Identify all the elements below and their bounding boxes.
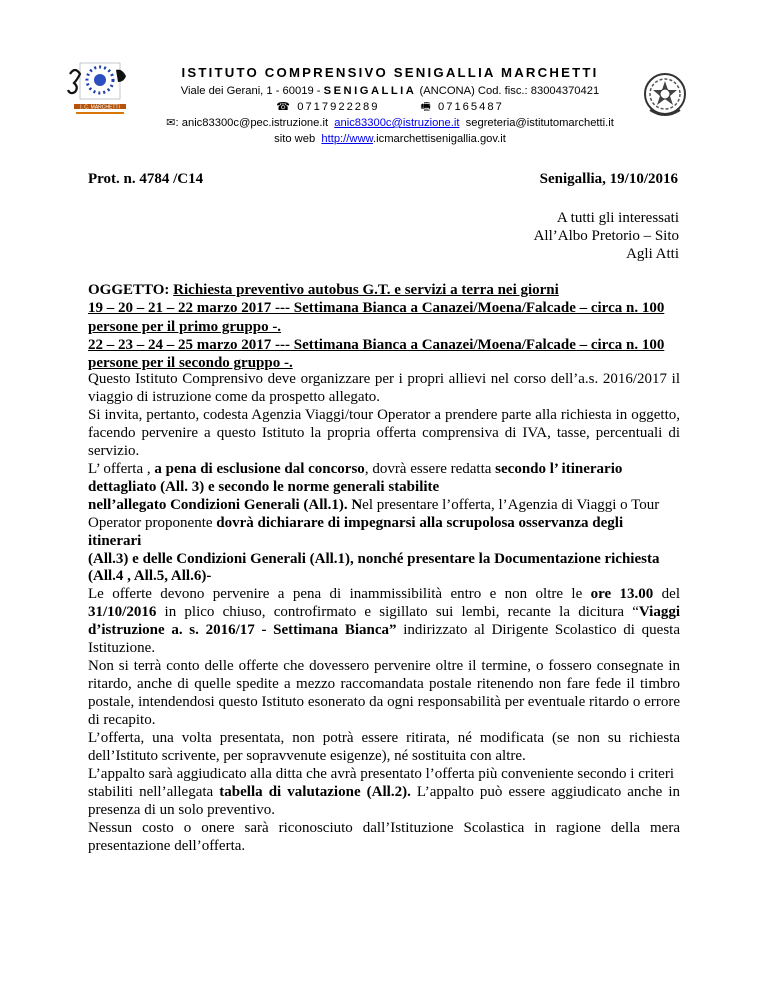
subject-line: Richiesta preventivo autobus G.T. e servizi a terra nei giorni (173, 282, 559, 298)
text-span: L’appalto può essere aggiudicato anche in presenza di un solo preventivo. (88, 783, 680, 818)
text-span: indirizzato al Dirigente Scolastico di questa Istituzione. (88, 622, 680, 657)
text-bold: 31/10/2016 (88, 604, 157, 621)
place-date: Senigallia, 19/10/2016 (539, 171, 678, 187)
protocol-number: Prot. n. 4784 /C14 (88, 171, 204, 187)
website-line (130, 132, 650, 146)
text-bold: tabella di valutazione (All.2). (219, 783, 411, 800)
website-link[interactable]: http://www (321, 133, 373, 145)
paragraph (88, 461, 680, 587)
institute-address (130, 84, 650, 98)
fax-icon: 🖷 (420, 101, 433, 113)
text-bold: a pena di esclusione dal concorso (150, 460, 365, 477)
paragraph: Nessun costo o onere sarà riconosciuto dall’Istituzione Scolastica in ragione della mera presentazione dell’offerta. (88, 819, 680, 854)
text-span: , dovrà essere redatta (364, 460, 496, 477)
text-span: L’ offerta , (88, 460, 151, 477)
text-span: del (653, 586, 680, 603)
text-span: Operator proponente (88, 514, 217, 531)
main-email-link[interactable]: anic83300c@istruzione.it (334, 117, 460, 129)
text-bold: secondo l’ itinerario (495, 460, 623, 477)
paragraph: Non si terrà conto delle offerte che dovessero pervenire oltre il termine, o fossero consegnate in ritardo, anche di quelle spedite a mezzo raccomandata postale ritenendo non fare fede il timbro postale, intendendosi questo Istituto esonerato da ogni responsabilità per eventuale ritardo o errore di recapito. (88, 658, 680, 729)
text-bold: Viaggi d’istruzione a. s. 2016/17 - Settimana Bianca” (88, 604, 680, 639)
envelope-icon: ✉ (166, 117, 176, 129)
phone-fax-line (130, 100, 650, 114)
subject-block (88, 281, 680, 372)
text-bold: dovrà dichiarare di impegnarsi alla scrupolosa osservanza degli itinerari (88, 514, 624, 549)
address-fiscal-code: (ANCONA) Cod. fisc.: 83004370421 (416, 85, 600, 97)
secretary-email: segreteria@istitutomarchetti.it (465, 117, 614, 129)
subject-line: 19 – 20 – 21 – 22 marzo 2017 --- Settimana Bianca a Canazei/Moena/Falcade – circa n. 100 persone per il primo gruppo -. (88, 300, 665, 335)
school-logo-icon (66, 60, 132, 120)
fax-number: 07165487 (438, 101, 504, 113)
text-bold: (All.3) e delle Condizioni Generali (All.1), nonché presentare la Documentazione richiesta (All.4 , All.5, All.6)- (88, 550, 660, 585)
text-span: Le offerte devono pervenire a pena di inammissibilità entro e non oltre le (88, 586, 591, 603)
text-bold: ore 13.00 (590, 586, 654, 603)
text-span: stabiliti nell’allegata (88, 783, 220, 800)
subject-label: OGGETTO: (88, 282, 170, 298)
paragraph: Si invita, pertanto, codesta Agenzia Viaggi/tour Operator a prendere parte alla richiesta in oggetto, facendo pervenire a questo Istituto la propria offerta comprensiva di IVA, tasse, percentuali di servizio. (88, 406, 680, 459)
website-domain: .icmarchettisenigallia.gov.it (373, 133, 506, 145)
recipient-line: A tutti gli interessati (556, 210, 679, 226)
subject-line: 22 – 23 – 24 – 25 marzo 2017 --- Settimana Bianca a Canazei/Moena/Falcade – circa n. 100 persone per il secondo gruppo -. (88, 336, 665, 372)
address-street: Viale dei Gerani, 1 - 60019 - (180, 85, 324, 97)
paragraph: L’offerta, una volta presentata, non potrà essere ritirata, né modificata (se non su richiesta dell’Istituto scrivente, per sopravvenute esigenze), né sostituita con altre. (88, 730, 680, 765)
paragraph (88, 586, 680, 658)
text-span: in plico chiuso, controfirmato e sigillato sui lembi, recante la dicitura “ (156, 604, 639, 621)
text-span: el presentare l’offerta, l’Agenzia di Viaggi o Tour (362, 496, 660, 513)
paragraph: Questo Istituto Comprensivo deve organizzare per i propri allievi nel corso dell’a.s. 2016/2017 il viaggio di istruzione come da prospetto allegato. (88, 371, 680, 405)
paragraph (88, 766, 680, 820)
phone-number: 0717922289 (297, 101, 380, 113)
pec-email: anic83300c@pec.istruzione.it (181, 117, 329, 129)
text-bold: nell’allegato Condizioni Generali (All.1). N (88, 496, 363, 513)
logo-text: I. C. MARCHETTI (80, 104, 120, 111)
website-label: sito web (274, 133, 316, 145)
text-bold: dettagliato (All. 3) e secondo le norme generali stabilite (88, 478, 440, 495)
recipient-line: All’Albo Pretorio – Sito (533, 228, 679, 244)
address-city: SENIGALLIA (323, 85, 417, 97)
telephone-icon: ☎ (276, 101, 293, 113)
email-line: ✉: anic83300c@pec.istruzione.it anic83300c@istruzione.it segreteria@istitutomarchetti.it (166, 117, 614, 129)
text-span: L’appalto sarà aggiudicato alla ditta che avrà presentato l’offerta più conveniente secondo i criteri (88, 765, 675, 782)
letter-body (88, 371, 680, 856)
institute-name: ISTITUTO COMPRENSIVO SENIGALLIA MARCHETTI (181, 65, 599, 80)
recipient-line: Agli Atti (626, 246, 679, 262)
